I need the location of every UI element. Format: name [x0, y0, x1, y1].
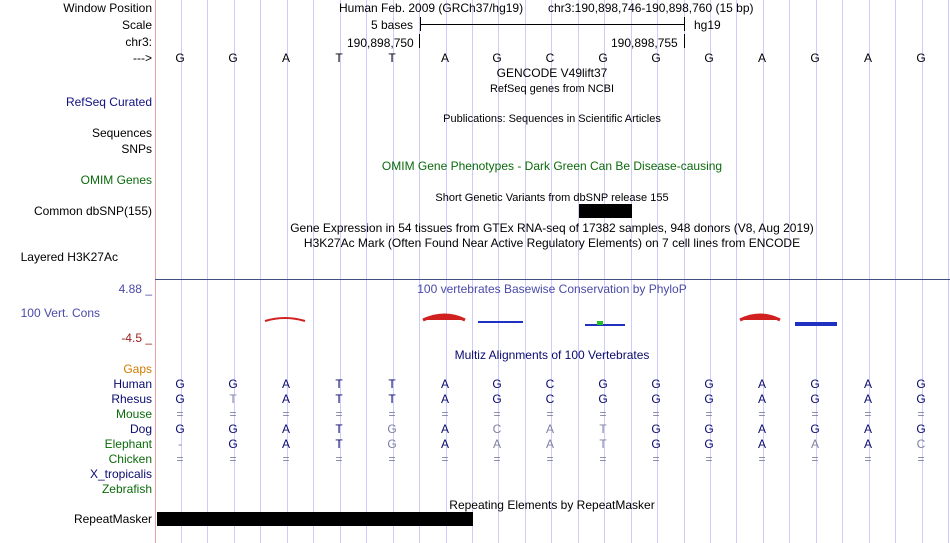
species-label-x_tropicalis[interactable]: X_tropicalis: [89, 467, 152, 481]
coordinate-2: 190,898,755: [611, 36, 678, 50]
species-label-human[interactable]: Human: [113, 377, 152, 391]
alignment-base: G: [175, 377, 185, 391]
alignment-base: =: [229, 407, 237, 421]
alignment-base: A: [440, 392, 449, 406]
alignment-base: A: [757, 377, 766, 391]
alignment-base: =: [282, 407, 290, 421]
alignment-base: T: [335, 392, 343, 406]
phylop-max-label: 4.88 _: [118, 282, 152, 296]
alignment-base: =: [811, 407, 819, 421]
alignment-base: C: [545, 392, 555, 406]
alignment-base: G: [651, 392, 661, 406]
alignment-base: G: [228, 437, 238, 451]
guide-line: [948, 0, 949, 543]
coordinate-1: 190,898,750: [347, 36, 414, 50]
guide-line: [313, 0, 314, 543]
alignment-base: =: [917, 452, 925, 466]
alignment-base: A: [440, 422, 449, 436]
phylop-conservation-plot: [155, 306, 950, 330]
alignment-base: A: [545, 437, 554, 451]
alignment-base: A: [810, 437, 819, 451]
strand-arrow-label[interactable]: --->: [133, 51, 152, 65]
alignment-base: =: [758, 407, 766, 421]
alignment-base: G: [704, 437, 714, 451]
alignment-base: =: [335, 407, 343, 421]
window-position-label: Window Position: [63, 1, 152, 15]
alignment-base: =: [652, 407, 660, 421]
alignment-base: A: [863, 437, 872, 451]
alignment-base: A: [440, 377, 449, 391]
alignment-base: T: [335, 377, 343, 391]
alignment-base: =: [864, 407, 872, 421]
coordinate-1-tick: [419, 34, 420, 48]
alignment-base: =: [282, 452, 290, 466]
alignment-base: A: [863, 392, 872, 406]
alignment-base: G: [651, 422, 661, 436]
guide-line: [736, 0, 737, 543]
species-label-dog[interactable]: Dog: [129, 422, 152, 436]
alignment-base: G: [704, 392, 714, 406]
species-label-mouse[interactable]: Mouse: [115, 407, 152, 421]
alignment-base: =: [917, 407, 925, 421]
layered-h3k27ac-label[interactable]: Layered H3K27Ac: [20, 250, 118, 264]
alignment-base: C: [492, 422, 502, 436]
alignment-base: T: [229, 392, 237, 406]
alignment-base: G: [175, 422, 185, 436]
alignment-base: A: [492, 437, 501, 451]
alignment-base: G: [175, 392, 185, 406]
alignment-base: =: [388, 452, 396, 466]
scale-bar-right-tick: [684, 17, 685, 31]
h3k27ac-track-title[interactable]: H3K27Ac Mark (Often Found Near Active Regulatory Elements) on 7 cell lines from ENCODE: [303, 236, 801, 250]
species-label-zebrafish[interactable]: Zebrafish: [101, 482, 152, 496]
alignment-base: G: [492, 392, 502, 406]
scale-label: Scale: [121, 18, 152, 32]
gencode-track-title[interactable]: GENCODE V49lift37: [496, 66, 608, 80]
alignment-base: =: [546, 407, 554, 421]
alignment-base: =: [811, 452, 819, 466]
alignment-base: G: [704, 377, 714, 391]
alignment-base: G: [810, 392, 820, 406]
phylop-peak-2: [423, 315, 465, 320]
track-label-separator: [155, 0, 156, 543]
alignment-base: G: [916, 377, 926, 391]
sequences-label[interactable]: Sequences: [91, 126, 152, 140]
alignment-base: =: [493, 407, 501, 421]
alignment-base: T: [388, 392, 396, 406]
alignment-base: G: [387, 437, 397, 451]
alignment-base: =: [652, 452, 660, 466]
alignment-base: A: [757, 437, 766, 451]
scale-db: hg19: [694, 18, 721, 32]
alignment-base: C: [545, 377, 555, 391]
alignment-base: A: [863, 377, 872, 391]
publications-track-title[interactable]: Publications: Sequences in Scientific Articles: [443, 113, 661, 125]
alignment-base: G: [651, 437, 661, 451]
guide-line: [684, 0, 685, 543]
scale-bar-left-tick: [420, 17, 421, 31]
scale-bar: [420, 24, 685, 25]
alignment-base: =: [493, 452, 501, 466]
sequence-base: A: [281, 51, 290, 65]
sequence-base: A: [757, 51, 766, 65]
guide-line: [366, 0, 367, 543]
alignment-base: A: [281, 392, 290, 406]
omim-genes-label[interactable]: OMIM Genes: [80, 173, 152, 187]
alignment-base: A: [281, 422, 290, 436]
gtex-track-title[interactable]: Gene Expression in 54 tissues from GTEx RNA-seq of 17382 samples, 948 donors (V8, Aug 2019): [290, 221, 814, 235]
alignment-base: G: [598, 377, 608, 391]
vert-cons-label[interactable]: 100 Vert. Cons: [20, 306, 100, 320]
sequence-base: G: [651, 51, 661, 65]
alignment-base: A: [757, 392, 766, 406]
phylop-track-title[interactable]: 100 vertebrates Basewise Conservation by PhyloP: [417, 282, 687, 296]
sequence-base: G: [492, 51, 502, 65]
guide-line: [789, 0, 790, 543]
alignment-base: =: [176, 407, 184, 421]
alignment-base: =: [388, 407, 396, 421]
guide-line: [419, 0, 420, 543]
sequence-base: G: [598, 51, 608, 65]
alignment-base: =: [546, 452, 554, 466]
alignment-base: G: [810, 377, 820, 391]
omim-track-title[interactable]: OMIM Gene Phenotypes - Dark Green Can Be Disease-causing: [381, 159, 723, 173]
alignment-base: G: [916, 422, 926, 436]
alignment-base: G: [810, 422, 820, 436]
alignment-base: A: [281, 377, 290, 391]
guide-line: [895, 0, 896, 543]
repeatmasker-label[interactable]: RepeatMasker: [73, 512, 152, 526]
alignment-base: G: [228, 422, 238, 436]
alignment-base: -: [178, 437, 182, 451]
phylop-dip-3: [795, 323, 837, 325]
alignment-base: G: [598, 392, 608, 406]
sequence-base: T: [388, 51, 396, 65]
sequence-base: T: [335, 51, 343, 65]
phylop-peak-1: [265, 318, 305, 321]
gaps-label[interactable]: Gaps: [123, 362, 152, 376]
alignment-base: G: [704, 422, 714, 436]
alignment-base: =: [758, 452, 766, 466]
alignment-base: G: [916, 392, 926, 406]
alignment-base: =: [705, 407, 713, 421]
alignment-base: A: [440, 437, 449, 451]
common-dbsnp-label[interactable]: Common dbSNP(155): [33, 204, 152, 218]
alignment-base: T: [599, 437, 607, 451]
alignment-base: A: [545, 422, 554, 436]
sequence-base: G: [175, 51, 185, 65]
repeatmasker-track-title[interactable]: Repeating Elements by RepeatMasker: [449, 498, 655, 512]
species-label-chicken[interactable]: Chicken: [108, 452, 152, 466]
alignment-base: T: [388, 377, 396, 391]
guide-line: [207, 0, 208, 543]
phylop-min-label: -4.5 _: [121, 331, 152, 345]
alignment-base: A: [757, 422, 766, 436]
track-divider: [155, 279, 950, 280]
phylop-peak-3: [740, 315, 780, 320]
alignment-base: G: [228, 377, 238, 391]
position-readout: chr3:190,898,746-190,898,760 (15 bp): [548, 1, 754, 15]
sequence-base: A: [863, 51, 872, 65]
alignment-base: =: [864, 452, 872, 466]
alignment-base: T: [599, 422, 607, 436]
guide-line: [842, 0, 843, 543]
guide-line: [472, 0, 473, 543]
assembly-title[interactable]: Human Feb. 2009 (GRCh37/hg19): [339, 1, 524, 15]
alignment-base: =: [599, 452, 607, 466]
alignment-base: =: [705, 452, 713, 466]
sequence-base: G: [704, 51, 714, 65]
scale-text: 5 bases: [371, 18, 414, 32]
dbsnp-track-title[interactable]: Short Genetic Variants from dbSNP release 155: [435, 192, 669, 204]
coordinate-2-tick: [684, 34, 685, 48]
alignment-base: G: [651, 377, 661, 391]
alignment-base: A: [281, 437, 290, 451]
guide-line: [631, 0, 632, 543]
alignment-base: =: [335, 452, 343, 466]
chromosome-label: chr3:: [125, 35, 152, 49]
alignment-base: G: [492, 377, 502, 391]
alignment-base: =: [599, 407, 607, 421]
alignment-base: G: [387, 422, 397, 436]
sequence-base: G: [916, 51, 926, 65]
species-label-rhesus[interactable]: Rhesus: [111, 392, 152, 406]
alignment-base: =: [229, 452, 237, 466]
alignment-base: =: [176, 452, 184, 466]
alignment-base: T: [335, 422, 343, 436]
sequence-base: A: [440, 51, 449, 65]
sequence-base: G: [810, 51, 820, 65]
snps-label[interactable]: SNPs: [121, 142, 152, 156]
alignment-base: =: [441, 407, 449, 421]
alignment-base: =: [441, 452, 449, 466]
alignment-base: T: [335, 437, 343, 451]
phylop-green-mark: [597, 321, 603, 325]
multiz-track-title[interactable]: Multiz Alignments of 100 Vertebrates: [454, 348, 650, 362]
refseq-track-subtitle[interactable]: RefSeq genes from NCBI: [489, 83, 615, 95]
species-label-elephant[interactable]: Elephant: [104, 437, 152, 451]
alignment-base: C: [916, 437, 926, 451]
guide-line: [260, 0, 261, 543]
alignment-base: A: [863, 422, 872, 436]
sequence-base: C: [545, 51, 555, 65]
dbsnp-variant-block[interactable]: [579, 204, 632, 218]
refseq-curated-label[interactable]: RefSeq Curated: [65, 95, 152, 109]
sequence-base: G: [228, 51, 238, 65]
repeatmasker-element-block[interactable]: [157, 512, 473, 526]
